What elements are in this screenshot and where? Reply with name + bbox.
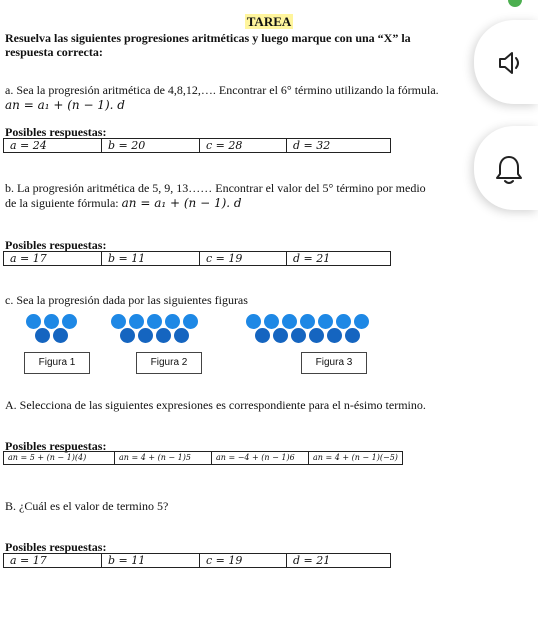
option-d[interactable]: d = 21 [287,252,391,266]
figure-3-circle [354,314,369,329]
figure-2-circle [156,328,171,343]
part-b-options [3,553,391,568]
instructions-line-1: Resuelva las siguientes progresiones aritméticas y luego marque con una “X” la [5,31,411,45]
figure-3-circle [327,328,342,343]
question-b-formula: an = a₁ + (n − 1). d [121,196,242,210]
status-dot [508,0,522,7]
figure-1-circle [62,314,77,329]
figure-1-circle [44,314,59,329]
figure-2-circle [183,314,198,329]
option-b[interactable]: an = 4 + (n − 1)5 [115,452,212,465]
figure-1-label: Figura 1 [24,352,90,374]
question-b-options [3,251,391,266]
option-c[interactable]: c = 19 [200,554,287,568]
option-d[interactable]: d = 21 [287,554,391,568]
figure-3-circle [255,328,270,343]
option-c[interactable]: c = 28 [200,139,287,153]
part-a-options [3,451,403,465]
option-a[interactable]: a = 17 [4,554,102,568]
figure-3-circle [318,314,333,329]
figure-3-circle [336,314,351,329]
figure-1-circle [53,328,68,343]
figure-2-label: Figura 2 [136,352,202,374]
option-a[interactable]: a = 17 [4,252,102,266]
figure-2-circle [165,314,180,329]
question-a-formula: an = a₁ + (n − 1). d [5,98,125,112]
speaker-icon [496,48,526,78]
part-b-text: B. ¿Cuál es el valor de termino 5? [5,499,169,513]
question-c-text: c. Sea la progresión dada por las siguientes figuras [5,293,248,307]
instructions [5,31,475,59]
question-b-line2 [5,196,242,210]
figure-3-circle [282,314,297,329]
part-b-answers-label: Posibles respuestas: [5,540,107,554]
part-a-text: A. Selecciona de las siguientes expresiones es correspondiente para el n-ésimo termino. [5,398,426,412]
question-a-answers-label: Posibles respuestas: [5,125,107,139]
question-b-answers-label: Posibles respuestas: [5,238,107,252]
figure-2-circle [120,328,135,343]
figure-1-circle [26,314,41,329]
option-d[interactable]: d = 32 [287,139,391,153]
figure-3-circle [264,314,279,329]
figure-3-circle [273,328,288,343]
bell-icon [494,154,524,186]
option-b[interactable]: b = 20 [102,139,200,153]
figure-3-circle [345,328,360,343]
page-title: TAREA [246,14,292,29]
option-b[interactable]: b = 11 [102,252,200,266]
figure-1-circle [35,328,50,343]
option-a[interactable]: a = 24 [4,139,102,153]
question-b-prefix: de la siguiente fórmula: [5,196,122,210]
figure-2-circle [129,314,144,329]
figure-3-label: Figura 3 [301,352,367,374]
figure-2-circle [174,328,189,343]
figure-3-circle [291,328,306,343]
instructions-line-2: respuesta correcta: [5,45,103,59]
figure-2-circle [111,314,126,329]
option-c[interactable]: c = 19 [200,252,287,266]
option-d[interactable]: an = 4 + (n − 1)(−5) [309,452,403,465]
question-b-text: b. La progresión aritmética de 5, 9, 13…… Encontrar el valor del 5° término por medio [5,181,426,195]
figure-3-circle [309,328,324,343]
question-a-options [3,138,391,153]
part-a-answers-label: Posibles respuestas: [5,439,107,453]
figure-3-circle [300,314,315,329]
question-a-text: a. Sea la progresión aritmética de 4,8,12,…. Encontrar el 6° término utilizando la fórmula. [5,83,439,97]
figure-2-circle [147,314,162,329]
notifications-button[interactable] [474,126,538,210]
option-b[interactable]: b = 11 [102,554,200,568]
figure-3-circle [246,314,261,329]
option-a[interactable]: an = 5 + (n − 1)(4) [4,452,115,465]
figure-2-circle [138,328,153,343]
option-c[interactable]: an = −4 + (n − 1)6 [212,452,309,465]
